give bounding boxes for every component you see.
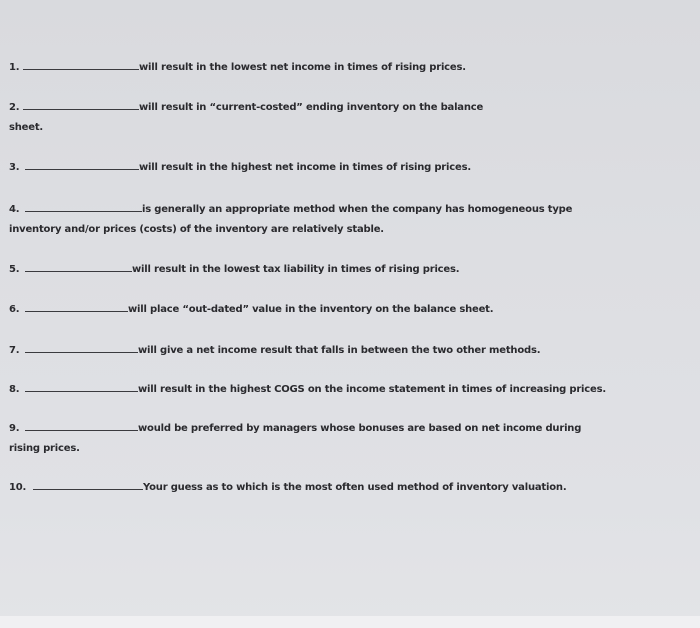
- question-text: will result in the lowest net income in times of rising prices.: [139, 62, 466, 73]
- question-6: [9, 297, 700, 320]
- question-10: [9, 475, 700, 498]
- answer-blank[interactable]: [23, 55, 139, 70]
- answer-blank[interactable]: [25, 257, 132, 272]
- question-7: [9, 338, 700, 361]
- question-number: 1.: [9, 62, 20, 73]
- answer-blank[interactable]: [25, 155, 139, 170]
- question-number: 9.: [9, 423, 20, 434]
- question-text: will result in the lowest tax liability in times of rising prices.: [132, 264, 460, 275]
- question-text: will place “out-dated” value in the inventory on the balance sheet.: [128, 304, 494, 315]
- question-1: [9, 55, 700, 78]
- question-text-continued: sheet.: [9, 122, 44, 133]
- question-text: Your guess as to which is the most often used method of inventory valuation.: [143, 482, 567, 493]
- answer-blank[interactable]: [23, 95, 139, 110]
- question-5: [9, 257, 700, 280]
- question-text-continued: rising prices.: [9, 443, 80, 454]
- question-8: [9, 377, 700, 400]
- question-number: 8.: [9, 384, 20, 395]
- question-number: 10.: [9, 482, 27, 493]
- question-number: 7.: [9, 345, 20, 356]
- question-text-continued: inventory and/or prices (costs) of the inventory are relatively stable.: [9, 224, 384, 235]
- question-number: 6.: [9, 304, 20, 315]
- question-number: 2.: [9, 102, 20, 113]
- answer-blank[interactable]: [25, 197, 142, 212]
- answer-blank[interactable]: [25, 297, 128, 312]
- question-number: 3.: [9, 162, 20, 173]
- question-text: will result in “current-costed” ending inventory on the balance: [139, 102, 484, 113]
- question-number: 5.: [9, 264, 20, 275]
- question-text: is generally an appropriate method when the company has homogeneous type: [142, 204, 573, 215]
- question-3: [9, 155, 700, 178]
- question-text: will give a net income result that falls in between the two other methods.: [138, 345, 541, 356]
- answer-blank[interactable]: [25, 338, 138, 353]
- question-text: will result in the highest net income in times of rising prices.: [139, 162, 471, 173]
- question-text: will result in the highest COGS on the income statement in times of increasing prices.: [138, 384, 606, 395]
- question-number: 4.: [9, 204, 20, 215]
- question-9: [9, 416, 700, 459]
- question-2: [9, 95, 700, 138]
- question-text: would be preferred by managers whose bonuses are based on net income during: [138, 423, 582, 434]
- answer-blank[interactable]: [25, 377, 138, 392]
- answer-blank[interactable]: [25, 416, 138, 431]
- answer-blank[interactable]: [33, 475, 143, 490]
- question-4: [9, 197, 700, 240]
- page-bottom-edge: [0, 616, 700, 628]
